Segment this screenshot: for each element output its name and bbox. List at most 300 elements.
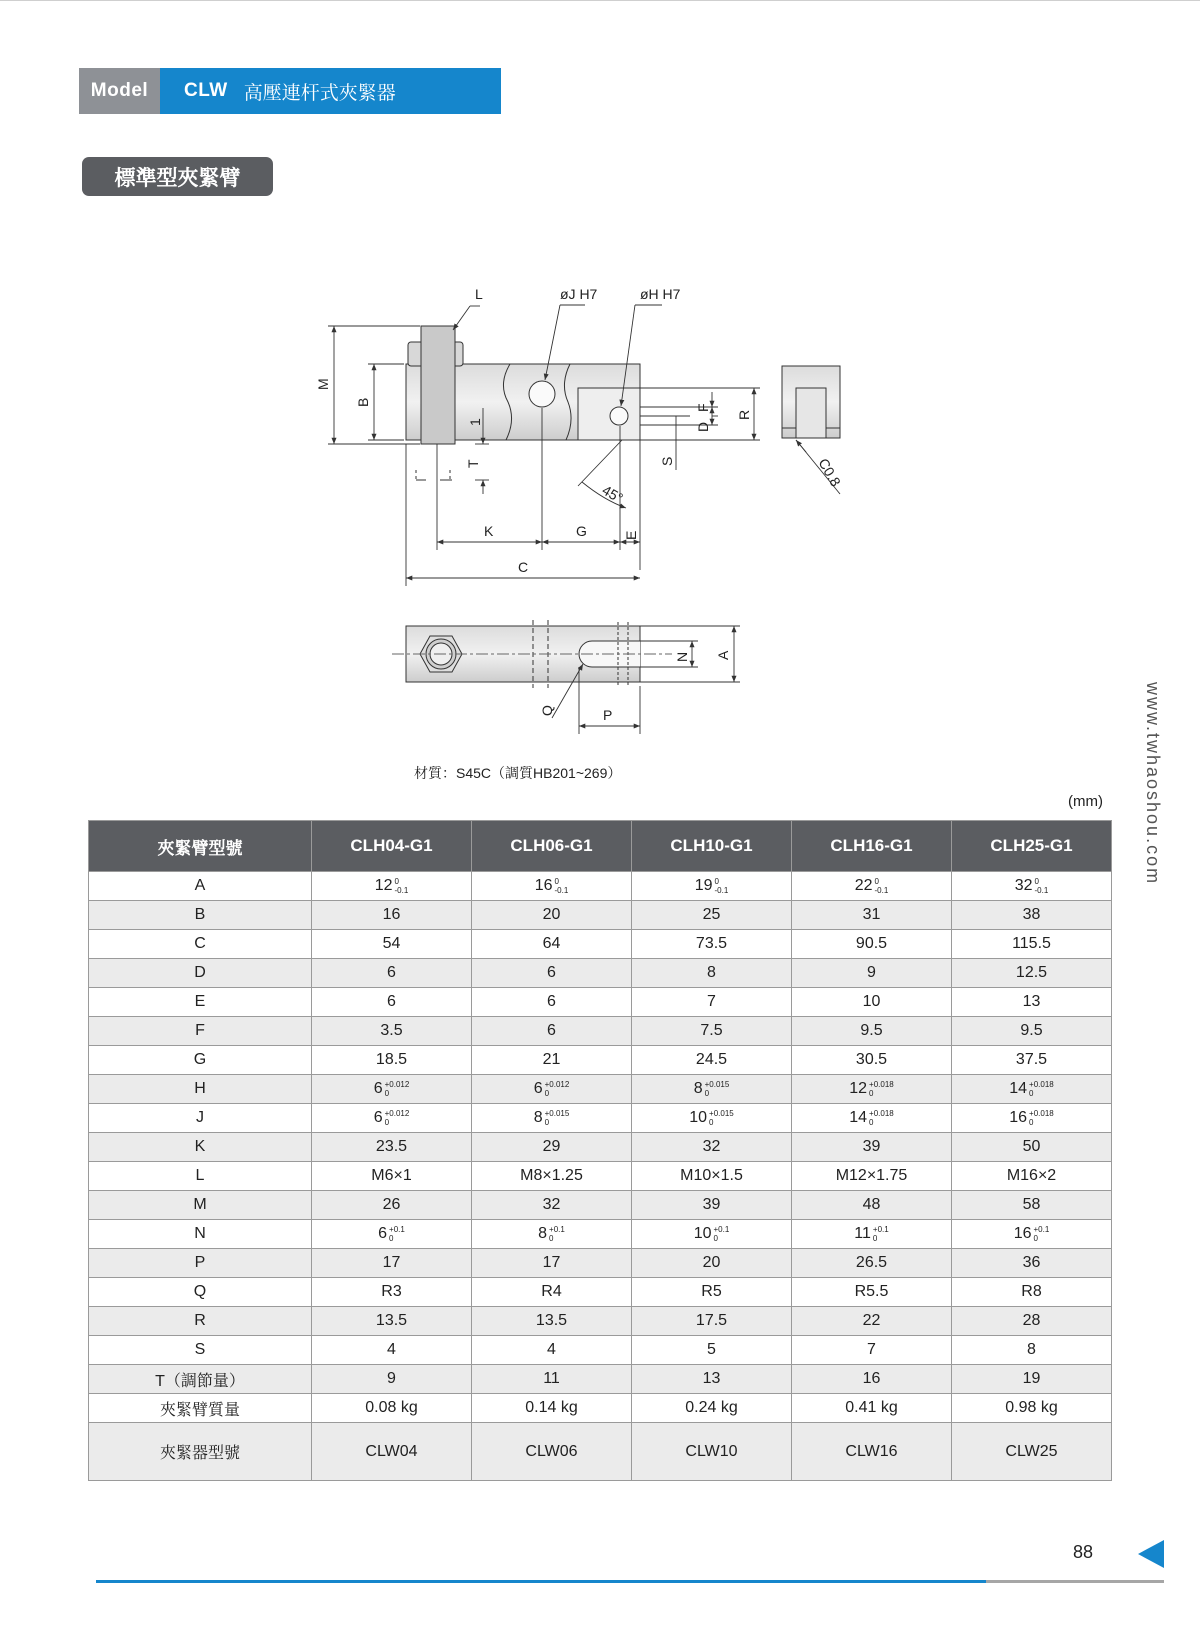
side-view [406,326,640,480]
table-cell [312,1423,472,1481]
model-name: 高壓連杆式夾緊器 [243,82,396,104]
cell-value: 39 [862,1138,881,1155]
cell-value: R5 [701,1283,722,1300]
label-chamfer: C0.8 [815,455,845,490]
footer-rule-gray [986,1580,1164,1583]
cell-value: 50 [1022,1138,1041,1155]
cell-value: 6 [373,1109,383,1127]
table-cell [952,1191,1112,1220]
cell-value: 23.5 [375,1138,408,1155]
table-cell [312,1017,472,1046]
table-cell [952,1220,1112,1249]
tolerance-upper: +0.1 [1033,1224,1050,1234]
table-cell [952,1394,1112,1423]
tolerance [1029,1080,1054,1098]
table-cell [312,1249,472,1278]
column-header: CLH06-G1 [472,821,632,872]
cell-value: 12 [374,877,393,895]
cell-value: 26 [382,1196,401,1213]
tolerance-lower: 0 [872,1233,878,1243]
cell-value: 16 [382,906,401,923]
table-cell [312,1191,472,1220]
cell-value: 26.5 [855,1254,888,1271]
tolerance-upper: +0.012 [384,1108,410,1118]
table-cell [792,1278,952,1307]
table-cell [632,1249,792,1278]
spec-table [88,820,1112,1481]
table-cell [792,1220,952,1249]
tolerance-upper: 0 [714,876,719,886]
label-c: C [518,559,529,575]
table-cell [472,1075,632,1104]
cell-value: R4 [541,1283,562,1300]
tolerance [709,1109,734,1127]
tolerance [549,1225,565,1243]
cell-value: R5.5 [854,1283,889,1300]
table-cell [792,872,952,901]
tolerance-lower: -0.1 [394,885,409,895]
table-cell [792,901,952,930]
table-cell [472,1278,632,1307]
cell-value: CLW16 [845,1442,898,1460]
table-row [89,1249,1112,1278]
cell-value: 19 [694,877,713,895]
row-label: D [89,959,312,988]
table-cell [472,1394,632,1423]
table-cell [312,1220,472,1249]
table-cell [472,1104,632,1133]
tolerance-upper: +0.1 [713,1224,730,1234]
tolerance [555,877,569,895]
table-cell [312,930,472,959]
tolerance [395,877,409,895]
table-cell [952,1307,1112,1336]
row-label: J [89,1104,312,1133]
tolerance [1029,1109,1054,1127]
column-header: CLH25-G1 [952,821,1112,872]
tolerance-upper: +0.1 [389,1224,405,1234]
table-cell [952,1104,1112,1133]
row-label: R [89,1307,312,1336]
cell-value: 8 [1027,1341,1036,1358]
tolerance [1034,1225,1050,1243]
tolerance-upper: 0 [1034,876,1039,886]
tolerance-lower: 0 [544,1088,550,1098]
tolerance-upper: +0.018 [869,1079,894,1089]
table-row [89,1075,1112,1104]
cell-value: 29 [542,1138,561,1155]
table-row [89,1423,1112,1481]
label-n: N [674,651,690,662]
table-cell [472,1249,632,1278]
table-cell [312,1104,472,1133]
table-cell [312,1133,472,1162]
table-cell [792,1394,952,1423]
tolerance-upper: +0.1 [549,1224,565,1234]
cell-value: 19 [1022,1370,1041,1387]
table-cell [312,1394,472,1423]
cell-value: 10 [693,1225,712,1243]
cell-value: 73.5 [695,935,728,952]
table-cell [632,1336,792,1365]
cell-value: 6 [547,993,556,1010]
table-cell [792,1423,952,1481]
table-cell [632,872,792,901]
table-row [89,1278,1112,1307]
table-cell [632,1278,792,1307]
cell-value: M8×1.25 [520,1167,583,1184]
cell-value: 8 [538,1225,548,1243]
table-cell [952,1017,1112,1046]
tolerance [715,877,729,895]
cell-value: 7 [707,993,716,1010]
label-j: øJ H7 [560,286,598,302]
unit-label: (mm) [1068,793,1103,810]
table-cell [632,930,792,959]
cell-value: CLW10 [685,1442,738,1460]
cell-value: 14 [1009,1080,1028,1098]
tolerance-lower: 0 [1029,1117,1034,1127]
label-m: M [315,378,331,390]
cell-value: 58 [1022,1196,1041,1213]
cell-value: 5 [707,1341,716,1358]
cell-value: CLW25 [1005,1442,1058,1460]
row-label: Q [89,1278,312,1307]
table-cell [952,1278,1112,1307]
model-title [160,68,501,114]
model-header [79,68,501,114]
table-row [89,1104,1112,1133]
cell-value: 28 [1022,1312,1041,1329]
table-cell [632,1191,792,1220]
table-cell [792,1104,952,1133]
cell-value: 13 [1022,993,1041,1010]
label-d: D [695,421,711,432]
table-cell [312,959,472,988]
table-cell [632,1307,792,1336]
tolerance-lower: 0 [384,1117,390,1127]
cell-value: M10×1.5 [680,1167,743,1184]
table-cell [472,1133,632,1162]
table-cell [952,872,1112,901]
tolerance [714,1225,730,1243]
table-row [89,1133,1112,1162]
cell-value: 10 [689,1109,708,1127]
tolerance-lower: -0.1 [1034,885,1049,895]
column-header: CLH16-G1 [792,821,952,872]
tolerance-lower: 0 [709,1117,714,1127]
table-cell [632,901,792,930]
table-row [89,1220,1112,1249]
cell-value: 25 [702,906,721,923]
cell-value: 31 [862,906,881,923]
table-row [89,1191,1112,1220]
cell-value: R3 [381,1283,402,1300]
cell-value: 0.24 kg [685,1399,738,1416]
table-cell [952,1249,1112,1278]
label-s: S [659,456,675,466]
cell-value: 0.14 kg [525,1399,578,1416]
table-cell [792,959,952,988]
table-cell [632,1394,792,1423]
row-label: 夾緊臂質量 [89,1394,312,1423]
tolerance [545,1109,570,1127]
table-cell [472,1336,632,1365]
model-tag: Model [79,68,160,114]
column-header: CLH04-G1 [312,821,472,872]
tolerance [385,1109,410,1127]
cell-value: 115.5 [1012,935,1051,952]
cell-value: 17.5 [695,1312,728,1329]
cell-value: 54 [382,935,401,952]
label-f: F [695,403,711,412]
cell-value: 0.08 kg [365,1399,418,1416]
tolerance-upper: +0.018 [1029,1079,1054,1089]
table-cell [472,1423,632,1481]
cell-value: 6 [533,1080,543,1098]
cell-value: 9.5 [860,1022,883,1039]
cell-value: 16 [534,877,553,895]
table-cell [472,872,632,901]
model-code: CLW [184,80,228,101]
cell-value: CLW04 [365,1442,418,1460]
table-cell [792,1017,952,1046]
row-label: T（調節量） [89,1365,312,1394]
cell-value: 64 [542,935,561,952]
tolerance-upper: +0.015 [704,1079,730,1089]
column-header: CLH10-G1 [632,821,792,872]
cell-value: 30.5 [855,1051,888,1068]
tolerance-lower: 0 [1033,1233,1038,1243]
tolerance-lower: -0.1 [554,885,569,895]
label-t: T [465,459,481,468]
row-label: H [89,1075,312,1104]
tolerance [869,1109,894,1127]
tolerance-upper: +0.1 [872,1224,889,1234]
cell-value: 13.5 [535,1312,568,1329]
table-cell [792,1336,952,1365]
table-cell [792,1191,952,1220]
row-label: N [89,1220,312,1249]
cell-value: CLW06 [525,1442,578,1460]
cell-value: 12 [849,1080,868,1098]
website-url: www.twhaoshou.com [1143,682,1163,886]
table-cell [312,872,472,901]
cell-value: 6 [373,1080,383,1098]
table-cell [312,1278,472,1307]
table-cell [312,1307,472,1336]
footer-rule-blue [96,1580,986,1583]
tolerance [545,1080,570,1098]
table-cell [312,1046,472,1075]
table-cell [472,1220,632,1249]
table-cell [632,988,792,1017]
row-label: E [89,988,312,1017]
table-cell [792,1249,952,1278]
cell-value: 6 [547,964,556,981]
cell-value: 18.5 [375,1051,408,1068]
cell-value: 36 [1022,1254,1041,1271]
cell-value: 8 [693,1080,703,1098]
table-cell [632,1075,792,1104]
cell-value: 4 [387,1341,396,1358]
technical-drawing [0,270,1200,750]
tolerance-upper: +0.018 [1029,1108,1054,1118]
cell-value: 24.5 [695,1051,728,1068]
label-p: P [603,707,613,723]
table-corner-header: 夾緊臂型號 [89,821,312,872]
table-cell [472,959,632,988]
cell-value: 22 [854,877,873,895]
cell-value: 10 [862,993,881,1010]
table-row [89,901,1112,930]
cell-value: 11 [854,1225,871,1243]
table-cell [472,1162,632,1191]
label-a: A [715,650,731,660]
cell-value: 37.5 [1015,1051,1048,1068]
table-row [89,930,1112,959]
table-cell [632,1220,792,1249]
table-cell [472,1365,632,1394]
table-cell [472,930,632,959]
cell-value: 90.5 [855,935,888,952]
cell-value: 13.5 [375,1312,408,1329]
cell-value: 7 [867,1341,876,1358]
tolerance-lower: -0.1 [714,885,729,895]
table-cell [792,1133,952,1162]
cell-value: 32 [702,1138,721,1155]
label-b: B [355,397,371,407]
cell-value: 16 [1013,1225,1032,1243]
table-cell [792,1307,952,1336]
table-cell [792,1075,952,1104]
table-cell [952,1133,1112,1162]
page-number: 88 [1073,1542,1094,1562]
cell-value: M16×2 [1006,1167,1057,1184]
table-cell [632,1046,792,1075]
tolerance-lower: 0 [384,1088,390,1098]
table-cell [312,901,472,930]
cell-value: 16 [862,1370,881,1387]
table-cell [312,1075,472,1104]
row-label: B [89,901,312,930]
cell-value: R8 [1021,1283,1042,1300]
table-row [89,872,1112,901]
table-cell [472,1046,632,1075]
tolerance-upper: 0 [874,876,879,886]
row-label: 夾緊器型號 [89,1423,312,1481]
cell-value: 11 [543,1370,560,1387]
tolerance-lower: 0 [1029,1088,1034,1098]
table-cell [632,959,792,988]
cell-value: 38 [1022,906,1041,923]
tolerance-lower: 0 [869,1117,874,1127]
cell-value: 20 [542,906,561,923]
table-header-row [89,821,1112,872]
table-cell [312,1162,472,1191]
tolerance-upper: 0 [394,876,399,886]
tolerance-lower: 0 [713,1233,718,1243]
cell-value: 6 [547,1022,556,1039]
tolerance [873,1225,889,1243]
tolerance-lower: 0 [389,1233,394,1243]
top-rule [0,0,1200,1]
table-cell [312,988,472,1017]
tolerance [389,1225,405,1243]
table-cell [472,901,632,930]
table-cell [472,1191,632,1220]
label-h: øH H7 [640,286,681,302]
cell-value: 20 [702,1254,721,1271]
table-cell [952,1365,1112,1394]
table-cell [952,1046,1112,1075]
cell-value: 32 [1014,877,1033,895]
tolerance-upper: +0.018 [869,1108,894,1118]
top-view [392,620,672,688]
cell-value: 14 [849,1109,868,1127]
cell-value: 17 [382,1254,401,1271]
table-cell [632,1133,792,1162]
row-label: A [89,872,312,901]
table-cell [952,901,1112,930]
table-cell [952,1336,1112,1365]
back-arrow-icon[interactable] [1138,1540,1164,1568]
cell-value: 0.41 kg [845,1399,898,1416]
cell-value: M6×1 [371,1167,412,1184]
label-e: E [623,530,639,540]
tolerance-lower: 0 [704,1088,710,1098]
label-1: 1 [467,418,483,426]
row-label: P [89,1249,312,1278]
tolerance-lower: -0.1 [874,885,889,895]
tolerance [1035,877,1049,895]
table-cell [952,988,1112,1017]
table-cell [472,1017,632,1046]
cell-value: 3.5 [380,1022,403,1039]
label-k: K [484,523,494,539]
cell-value: 17 [542,1254,561,1271]
table-row [89,1162,1112,1191]
cell-value: 4 [547,1341,556,1358]
table-row [89,1017,1112,1046]
tolerance [875,877,889,895]
cell-value: 7.5 [700,1022,723,1039]
row-label: K [89,1133,312,1162]
table-cell [312,1336,472,1365]
table-cell [952,1162,1112,1191]
cell-value: 8 [707,964,716,981]
table-cell [952,1423,1112,1481]
cell-value: 6 [387,993,396,1010]
cell-value: 9 [387,1370,396,1387]
label-r: R [736,409,752,420]
label-l: L [475,286,483,302]
table-cell [632,1423,792,1481]
table-cell [792,930,952,959]
label-g: G [576,523,587,539]
tolerance-lower: 0 [544,1117,550,1127]
table-body [89,872,1112,1481]
tolerance [869,1080,894,1098]
table-cell [792,988,952,1017]
table-cell [792,1046,952,1075]
tolerance-upper: +0.012 [544,1079,570,1089]
label-angle: 45° [599,481,626,507]
table-row [89,988,1112,1017]
tolerance-upper: +0.015 [709,1108,734,1118]
table-row [89,1365,1112,1394]
table-cell [952,930,1112,959]
